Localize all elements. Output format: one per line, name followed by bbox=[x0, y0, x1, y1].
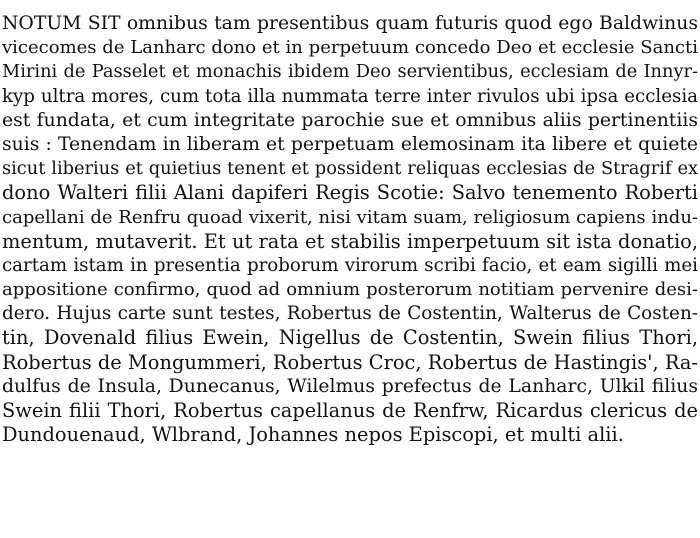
text-line-last: Dundouenaud, Wlbrand, Johannes nepos Episcopi, et multi alii. bbox=[2, 423, 624, 447]
text-line: Robertus de Mongummeri, Robertus Croc, Robertus de Hastingis', Ra- bbox=[2, 350, 698, 374]
text-line: dono Walteri filii Alani dapiferi Regis Scotie: Salvo tenemento Roberti bbox=[2, 181, 698, 205]
text-line: kyp ultra mores, cum tota illa nummata terre inter rivulos ubi ipsa ecclesia bbox=[2, 85, 698, 107]
text-line: capellani de Renfru quoad vixerit, nisi vitam suam, religiosum capiens indu- bbox=[2, 206, 698, 228]
text-line: appositione confirmo, quod ad omnium posterorum notitiam pervenire desi- bbox=[2, 279, 698, 301]
text-line: tin, Dovenald filius Ewein, Nigellus de Costentin, Swein filius Thori, bbox=[2, 326, 698, 350]
text-line: Mirini de Passelet et monachis ibidem Deo servientibus, ecclesiam de Innyr- bbox=[2, 61, 698, 83]
text-line: vicecomes de Lanharc dono et in perpetuum concedo Deo et ecclesie Sancti bbox=[2, 37, 698, 59]
text-line: dulfus de Insula, Dunecanus, Wilelmus prefectus de Lanharc, Ulkil filius bbox=[2, 375, 698, 397]
text-line: cartam istam in presentia proborum virorum scribi facio, et eam sigilli mei bbox=[2, 254, 698, 276]
charter-text bbox=[2, 12, 698, 447]
text-line: dero. Hujus carte sunt testes, Robertus de Costentin, Walterus de Costen- bbox=[2, 303, 698, 325]
text-line: NOTUM SIT omnibus tam presentibus quam futuris quod ego Baldwinus bbox=[2, 13, 698, 34]
text-line: sicut liberius et quietius tenent et possident reliquas ecclesias de Stragrif ex bbox=[2, 158, 698, 180]
text-line: mentum, mutaverit. Et ut rata et stabilis imperpetuum sit ista donatio, bbox=[2, 229, 698, 253]
text-line: Swein filii Thori, Robertus capellanus de Renfrw, Ricardus clericus de bbox=[2, 399, 698, 422]
text-line: est fundata, et cum integritate parochie sue et omnibus aliis pertinentiis bbox=[2, 109, 698, 131]
text-line: suis : Tenendam in liberam et perpetuam elemosinam ita libere et quiete bbox=[2, 133, 698, 155]
